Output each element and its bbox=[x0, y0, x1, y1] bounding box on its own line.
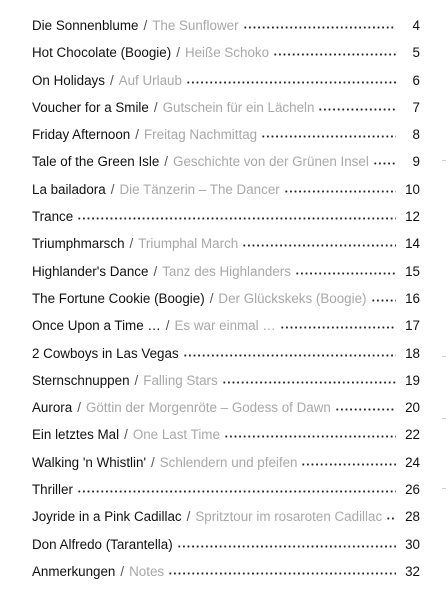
entry-title-text: Friday Afternoon bbox=[32, 127, 131, 143]
dot-leader bbox=[183, 354, 396, 357]
toc-entry bbox=[32, 476, 420, 503]
toc-entry-title bbox=[32, 531, 173, 558]
dot-leader bbox=[284, 190, 396, 193]
toc-entry-title bbox=[32, 39, 269, 66]
toc-entry-title bbox=[32, 312, 276, 339]
page-number: 24 bbox=[405, 454, 420, 470]
title-separator: / bbox=[143, 18, 148, 33]
toc-entry-title bbox=[32, 176, 280, 203]
entry-title-text: Tale of the Green Isle bbox=[32, 154, 160, 170]
entry-title-text: Thriller bbox=[32, 482, 73, 498]
dot-leader bbox=[373, 162, 396, 165]
entry-translation: The Sunflower bbox=[152, 18, 239, 33]
page-number: 28 bbox=[405, 509, 420, 525]
dot-leader bbox=[301, 463, 396, 466]
entry-title-text: Anmerkungen bbox=[32, 563, 116, 579]
edge-mark bbox=[442, 488, 446, 489]
page-number: 9 bbox=[412, 154, 420, 170]
page-number: 6 bbox=[412, 72, 420, 88]
entry-title-text: 2 Cowboys in Las Vegas bbox=[32, 345, 179, 361]
entry-title-text: Highlander's Dance bbox=[32, 263, 149, 279]
entry-title-text: Aurora bbox=[32, 400, 73, 416]
page-number: 30 bbox=[405, 536, 420, 552]
entry-title-text: Hot Chocolate (Boogie) bbox=[32, 45, 172, 61]
toc-entry bbox=[32, 203, 420, 230]
entry-title-text: Sternschnuppen bbox=[32, 372, 130, 388]
page-number: 10 bbox=[405, 181, 420, 197]
title-separator: / bbox=[165, 318, 170, 334]
entry-title-text: Die Sonnenblume bbox=[32, 18, 139, 33]
entry-translation: Die Tänzerin – The Dancer bbox=[119, 181, 280, 197]
entry-title-text: Joyride in a Pink Cadillac bbox=[32, 509, 182, 525]
dot-leader bbox=[386, 517, 396, 520]
dot-leader bbox=[273, 53, 396, 56]
entry-translation: Freitag Nachmittag bbox=[144, 127, 258, 143]
toc-entry-title bbox=[32, 285, 367, 312]
page-number: 16 bbox=[405, 290, 420, 306]
title-separator: / bbox=[110, 181, 115, 197]
toc-entry bbox=[32, 421, 420, 448]
dot-leader bbox=[371, 299, 396, 302]
toc-entry bbox=[32, 148, 420, 175]
toc-entry-title bbox=[32, 94, 314, 121]
toc-entry bbox=[32, 394, 420, 421]
page-number: 4 bbox=[412, 18, 420, 33]
page-number: 17 bbox=[405, 318, 420, 334]
toc-entry-title bbox=[32, 476, 73, 503]
page-number: 14 bbox=[405, 236, 420, 252]
dot-leader bbox=[335, 408, 396, 411]
entry-title-text: On Holidays bbox=[32, 72, 105, 88]
toc-entry-title bbox=[32, 148, 369, 175]
toc-entry bbox=[32, 312, 420, 339]
toc-entry bbox=[32, 94, 420, 121]
title-separator: / bbox=[77, 400, 81, 416]
dot-leader bbox=[318, 108, 396, 111]
entry-translation: Heiße Schoko bbox=[184, 45, 270, 61]
toc-entry-title bbox=[32, 340, 179, 367]
title-separator: / bbox=[164, 154, 169, 170]
toc-entry bbox=[32, 558, 420, 585]
page-number: 5 bbox=[412, 45, 420, 61]
title-separator: / bbox=[151, 454, 155, 470]
entry-translation: One Last Time bbox=[132, 427, 220, 443]
page-number: 32 bbox=[405, 563, 420, 579]
title-separator: / bbox=[129, 236, 134, 252]
entry-title-text: The Fortune Cookie (Boogie) bbox=[32, 290, 205, 306]
toc-entry-title bbox=[32, 203, 73, 230]
toc-entry bbox=[32, 285, 420, 312]
entry-translation: Falling Stars bbox=[143, 372, 218, 388]
title-separator: / bbox=[153, 263, 158, 279]
entry-translation: Es war einmal … bbox=[174, 318, 276, 334]
toc-entry bbox=[32, 449, 420, 476]
title-separator: / bbox=[134, 372, 139, 388]
dot-leader bbox=[224, 435, 396, 438]
dot-leader bbox=[261, 135, 396, 138]
toc-entry-title bbox=[32, 121, 257, 148]
page-number: 20 bbox=[405, 400, 420, 416]
title-separator: / bbox=[176, 45, 180, 61]
dot-leader bbox=[295, 272, 396, 275]
entry-translation: Der Glückskeks (Boogie) bbox=[218, 290, 367, 306]
toc-entry bbox=[32, 176, 420, 203]
toc-entry-title bbox=[32, 258, 291, 285]
toc-entry bbox=[32, 39, 420, 66]
title-separator: / bbox=[209, 290, 214, 306]
entry-translation: Triumphal March bbox=[138, 236, 239, 252]
entry-title-text: Ein letztes Mal bbox=[32, 427, 120, 443]
edge-mark bbox=[442, 418, 446, 419]
dot-leader bbox=[177, 545, 396, 548]
entry-translation: Auf Urlaub bbox=[118, 72, 182, 88]
toc-entry-title bbox=[32, 449, 297, 476]
page-number: 12 bbox=[405, 209, 420, 225]
entry-title-text: Voucher for a Smile bbox=[32, 99, 149, 115]
page-number: 8 bbox=[412, 127, 420, 143]
toc-entry-title bbox=[32, 503, 382, 530]
page-number: 15 bbox=[405, 263, 420, 279]
title-separator: / bbox=[109, 72, 114, 88]
entry-title-text: La bailadora bbox=[32, 181, 106, 197]
dot-leader bbox=[280, 326, 396, 329]
dot-leader bbox=[243, 26, 396, 29]
dot-leader bbox=[242, 244, 396, 247]
toc-entry bbox=[32, 230, 420, 257]
dot-leader bbox=[222, 381, 396, 384]
title-separator: / bbox=[153, 99, 158, 115]
dot-leader bbox=[77, 490, 396, 493]
toc-entry-title bbox=[32, 394, 331, 421]
title-separator: / bbox=[120, 563, 125, 579]
toc-entry bbox=[32, 340, 420, 367]
toc-entry bbox=[32, 12, 420, 39]
entry-title-text: Don Alfredo (Tarantella) bbox=[32, 536, 173, 552]
page-number: 26 bbox=[405, 482, 420, 498]
toc-entry-title bbox=[32, 367, 218, 394]
edge-mark bbox=[442, 160, 446, 161]
toc-entry-title bbox=[32, 67, 182, 94]
toc-entry-title bbox=[32, 421, 220, 448]
entry-translation: Gutschein für ein Lächeln bbox=[162, 99, 315, 115]
title-separator: / bbox=[124, 427, 128, 443]
page-number: 18 bbox=[405, 345, 420, 361]
entry-translation: Schlendern und pfeifen bbox=[159, 454, 298, 470]
entry-translation: Tanz des Highlanders bbox=[162, 263, 291, 279]
toc-entry-title bbox=[32, 558, 164, 585]
entry-title-text: Trance bbox=[32, 209, 74, 225]
entry-title-text: Once Upon a Time … bbox=[32, 318, 161, 334]
dot-leader bbox=[186, 81, 396, 84]
entry-title-text: Triumphmarsch bbox=[32, 236, 125, 252]
page-number: 19 bbox=[405, 372, 420, 388]
dot-leader bbox=[77, 217, 396, 220]
dot-leader bbox=[168, 572, 396, 575]
entry-translation: Geschichte von der Grünen Insel bbox=[173, 154, 369, 170]
toc-entry-title bbox=[32, 230, 238, 257]
page-number: 22 bbox=[405, 427, 420, 443]
toc-entry-title bbox=[32, 12, 239, 39]
entry-title-text: Walking 'n Whistlin' bbox=[32, 454, 147, 470]
toc-entry bbox=[32, 258, 420, 285]
title-separator: / bbox=[135, 127, 139, 143]
entry-translation: Spritztour im rosaroten Cadillac bbox=[195, 509, 383, 525]
toc-entry bbox=[32, 67, 420, 94]
page-number: 7 bbox=[412, 99, 420, 115]
toc-entry bbox=[32, 503, 420, 530]
toc-entry bbox=[32, 531, 420, 558]
edge-mark bbox=[442, 356, 446, 357]
entry-translation: Notes bbox=[129, 563, 165, 579]
entry-translation: Göttin der Morgenröte – Godess of Dawn bbox=[85, 400, 331, 416]
toc-entry bbox=[32, 121, 420, 148]
title-separator: / bbox=[186, 509, 191, 525]
table-of-contents bbox=[32, 12, 420, 585]
toc-entry bbox=[32, 367, 420, 394]
